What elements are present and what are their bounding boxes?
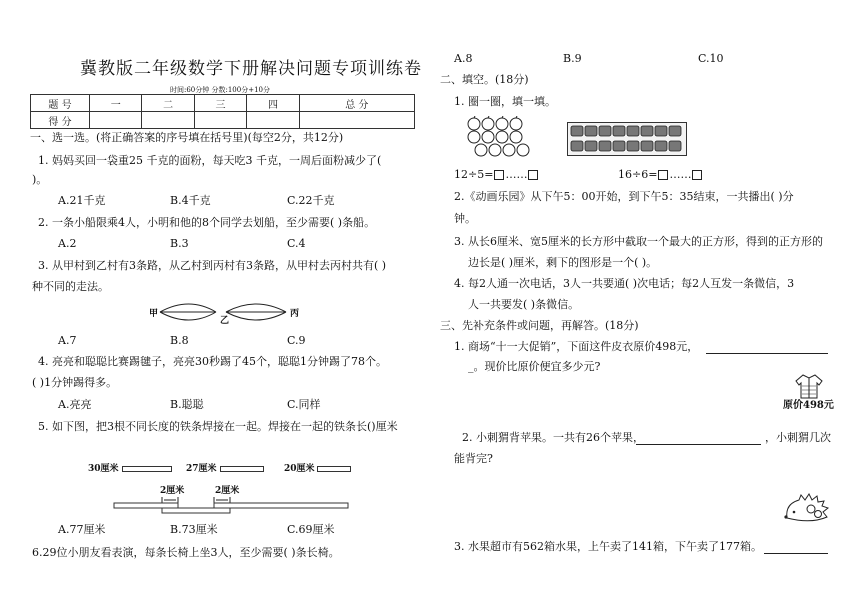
score-table-cell: 四 <box>247 95 299 112</box>
solve-2-condition-blank[interactable] <box>636 431 761 445</box>
q2-option-c[interactable]: C.4 <box>287 237 306 250</box>
question-4: 4. 亮亮和聪聪比赛踢毽子，亮亮30秒踢了45个，聪聪1分钟踢了78个。 <box>38 355 387 368</box>
answer-box[interactable] <box>692 170 702 180</box>
score-entry-1[interactable] <box>90 112 142 129</box>
question-1-cont: )。 <box>32 173 48 186</box>
fill-2: 2.《动画乐园》从下午5：00开始，到下午5：35结束，一共播出( )分 <box>454 190 794 203</box>
fill-3-cont: 边长是( )厘米，剩下的图形是一个( )。 <box>468 256 658 269</box>
question-4-cont: ( )1分钟踢得多。 <box>32 376 118 389</box>
bar-27cm-label: 27厘米 <box>186 464 217 474</box>
q4-option-b[interactable]: B.聪聪 <box>170 398 204 411</box>
iron-bar-20 <box>317 466 351 472</box>
overlap-2cm-label-2: 2厘米 <box>215 486 240 496</box>
score-table <box>30 94 415 129</box>
cakes-illustration <box>567 122 687 156</box>
question-1: 1. 妈妈买回一袋重25 千克的面粉，每天吃3 千克，一周后面粉减少了( <box>38 154 382 167</box>
fill-1: 1. 圈一圈，填一填。 <box>454 95 556 108</box>
fill-4-cont: 人一共要发( )条微信。 <box>468 298 580 311</box>
answer-box[interactable] <box>528 170 538 180</box>
q1-option-b[interactable]: B.4千克 <box>170 194 211 207</box>
question-5: 5. 如下图，把3根不同长度的铁条焊接在一起。焊接在一起的铁条长()厘米 <box>38 420 398 433</box>
q4-option-a[interactable]: A.亮亮 <box>58 398 92 411</box>
solve-1-cont: _。现价比原价便宜多少元? <box>468 360 601 373</box>
fill-4: 4. 每2人通一次电话，3人一共要通( )次电话；每2人互发一条微信，3 <box>454 277 795 290</box>
q6-option-a[interactable]: A.8 <box>454 52 473 65</box>
solve-1-condition-blank[interactable] <box>706 340 828 354</box>
q3-option-a[interactable]: A.7 <box>58 334 77 347</box>
question-2: 2. 一条小船限乘4人，小明和他的8个同学去划船，至少需要( )条船。 <box>38 216 376 229</box>
overlap-2cm-label-1: 2厘米 <box>160 486 185 496</box>
q5-option-c[interactable]: C.69厘米 <box>287 523 335 536</box>
score-table-cell: 一 <box>90 95 142 112</box>
q6-option-b[interactable]: B.9 <box>563 52 582 65</box>
iron-bar-27 <box>220 466 264 472</box>
solve-2: 2. 小刺猬背苹果。一共有26个苹果， <box>462 431 644 444</box>
q2-option-b[interactable]: B.3 <box>170 237 189 250</box>
apples-illustration <box>466 116 536 158</box>
bar-20cm-label: 20厘米 <box>284 464 315 474</box>
score-table-cell: 得 分 <box>31 112 90 129</box>
leather-jacket-icon <box>794 372 824 400</box>
score-entry-2[interactable] <box>142 112 194 129</box>
q1-option-c[interactable]: C.22千克 <box>287 194 335 207</box>
division-apples: 12÷5= …… <box>454 168 539 182</box>
solve-3-question-blank[interactable] <box>764 540 828 554</box>
question-3: 3. 从甲村到乙村有3条路，从乙村到丙村有3条路，从甲村去丙村共有( ) <box>38 259 387 272</box>
bar-30cm-label: 30厘米 <box>88 464 119 474</box>
q5-option-a[interactable]: A.77厘米 <box>58 523 106 536</box>
q1-option-a[interactable]: A.21千克 <box>58 194 106 207</box>
welded-bars-diagram <box>112 494 352 518</box>
village-yi-label: 乙 <box>220 316 230 326</box>
iron-bar-30 <box>122 466 172 472</box>
score-entry-total[interactable] <box>299 112 414 129</box>
score-table-cell: 三 <box>194 95 246 112</box>
q5-option-b[interactable]: B.73厘米 <box>170 523 218 536</box>
division-cakes: 16÷6= …… <box>618 168 703 182</box>
village-bing-label: 丙 <box>290 309 300 319</box>
q3-option-b[interactable]: B.8 <box>170 334 189 347</box>
answer-box[interactable] <box>658 170 668 180</box>
exam-time-score: 时间:60分钟 分数:100分+10分 <box>170 86 270 94</box>
score-table-cell: 二 <box>142 95 194 112</box>
question-6: 6.29位小朋友看表演，每条长椅上坐3人，至少需要( )条长椅。 <box>32 546 340 559</box>
score-table-cell: 总 分 <box>299 95 414 112</box>
score-table-score-row <box>31 112 415 129</box>
score-entry-4[interactable] <box>247 112 299 129</box>
solve-2-cont: 能背完? <box>454 452 493 465</box>
solve-1: 1. 商场“十一大促销”，下面这件皮衣原价498元， <box>454 340 699 353</box>
q2-option-a[interactable]: A.2 <box>58 237 77 250</box>
score-table-cell: 题 号 <box>31 95 90 112</box>
fill-3: 3. 从长6厘米、宽5厘米的长方形中截取一个最大的正方形，得到的正方形的 <box>454 235 823 248</box>
village-jia-label: 甲 <box>149 309 159 319</box>
page-title: 冀教版二年级数学下册解决问题专项训练卷 <box>80 59 422 79</box>
q4-option-c[interactable]: C.同样 <box>287 398 321 411</box>
fill-2-cont: 钟。 <box>454 212 476 225</box>
answer-box[interactable] <box>494 170 504 180</box>
q6-option-c[interactable]: C.10 <box>698 52 724 65</box>
division-cakes-expr: 16÷6= <box>618 168 658 181</box>
section-1-heading: 一、选一选。(将正确答案的序号填在括号里)(每空2分，共12分) <box>30 131 344 144</box>
section-2-heading: 二、填空。(18分) <box>440 73 529 86</box>
score-table-header-row <box>31 95 415 112</box>
original-price-tag: 原价498元 <box>783 400 834 411</box>
section-3-heading: 三、先补充条件或问题，再解答。(18分) <box>440 319 639 332</box>
division-apples-expr: 12÷5= <box>454 168 494 181</box>
hedgehog-icon <box>781 492 833 528</box>
solve-2-tail: ，小刺猬几次 <box>765 431 831 444</box>
score-entry-3[interactable] <box>194 112 246 129</box>
solve-3: 3. 水果超市有562箱水果，上午卖了141箱，下午卖了177箱。 <box>454 540 762 553</box>
question-3-cont: 种不同的走法。 <box>32 280 109 293</box>
q3-option-c[interactable]: C.9 <box>287 334 306 347</box>
